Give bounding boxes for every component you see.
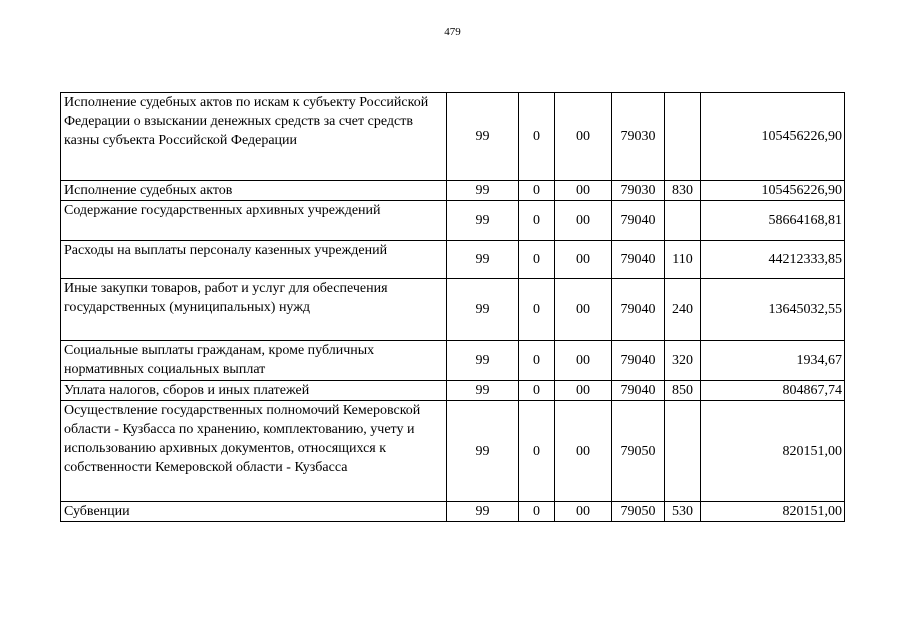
row-subsection: 0 (519, 279, 555, 341)
row-subsection: 0 (519, 201, 555, 241)
table-row (61, 381, 845, 401)
row-amount: 1934,67 (701, 341, 845, 381)
table-row (61, 279, 845, 341)
row-code: 79040 (612, 341, 665, 381)
row-name: Уплата налогов, сборов и иных платежей (61, 381, 447, 401)
row-name: Осуществление государственных полномочий Кемеровской области - Кузбасса по хранению, комплектованию, учету и использованию архивных документов, относящихся к собственности Кемеровской области - Кузбасса (61, 401, 447, 502)
row-amount: 58664168,81 (701, 201, 845, 241)
row-subsection: 0 (519, 341, 555, 381)
table-row (61, 93, 845, 181)
row-section: 99 (447, 502, 519, 522)
row-name: Иные закупки товаров, работ и услуг для обеспечения государственных (муниципальных) нужд (61, 279, 447, 341)
row-expense-type: 530 (665, 502, 701, 522)
row-expense-type: 240 (665, 279, 701, 341)
row-code: 79040 (612, 201, 665, 241)
table-row (61, 401, 845, 502)
row-expense-type: 830 (665, 181, 701, 201)
row-code: 79030 (612, 181, 665, 201)
row-amount: 105456226,90 (701, 93, 845, 181)
row-group: 00 (555, 241, 612, 279)
row-section: 99 (447, 93, 519, 181)
row-name: Субвенции (61, 502, 447, 522)
row-group: 00 (555, 381, 612, 401)
row-code: 79040 (612, 279, 665, 341)
table-row (61, 341, 845, 381)
row-amount: 820151,00 (701, 502, 845, 522)
row-section: 99 (447, 279, 519, 341)
row-amount: 105456226,90 (701, 181, 845, 201)
row-name: Исполнение судебных актов (61, 181, 447, 201)
page-number: 479 (444, 26, 461, 38)
table-row (61, 181, 845, 201)
row-subsection: 0 (519, 502, 555, 522)
row-section: 99 (447, 401, 519, 502)
table-row (61, 201, 845, 241)
row-section: 99 (447, 201, 519, 241)
row-name: Социальные выплаты гражданам, кроме публичных нормативных социальных выплат (61, 341, 447, 381)
row-subsection: 0 (519, 93, 555, 181)
row-subsection: 0 (519, 401, 555, 502)
row-amount: 820151,00 (701, 401, 845, 502)
row-code: 79040 (612, 241, 665, 279)
row-group: 00 (555, 93, 612, 181)
row-code: 79030 (612, 93, 665, 181)
row-group: 00 (555, 181, 612, 201)
row-code: 79050 (612, 401, 665, 502)
row-section: 99 (447, 241, 519, 279)
row-expense-type (665, 401, 701, 502)
row-subsection: 0 (519, 381, 555, 401)
row-name: Расходы на выплаты персоналу казенных учреждений (61, 241, 447, 279)
row-amount: 44212333,85 (701, 241, 845, 279)
row-expense-type: 110 (665, 241, 701, 279)
row-group: 00 (555, 401, 612, 502)
row-group: 00 (555, 279, 612, 341)
table-row (61, 502, 845, 522)
row-subsection: 0 (519, 241, 555, 279)
row-group: 00 (555, 341, 612, 381)
row-section: 99 (447, 181, 519, 201)
row-section: 99 (447, 381, 519, 401)
row-expense-type (665, 201, 701, 241)
row-section: 99 (447, 341, 519, 381)
row-subsection: 0 (519, 181, 555, 201)
row-name: Исполнение судебных актов по искам к субъекту Российской Федерации о взыскании денежных средств за счет средств казны субъекта Российской Федерации (61, 93, 447, 181)
row-amount: 804867,74 (701, 381, 845, 401)
row-code: 79050 (612, 502, 665, 522)
row-name: Содержание государственных архивных учреждений (61, 201, 447, 241)
row-expense-type: 850 (665, 381, 701, 401)
row-amount: 13645032,55 (701, 279, 845, 341)
row-group: 00 (555, 201, 612, 241)
table-row (61, 241, 845, 279)
row-expense-type: 320 (665, 341, 701, 381)
row-group: 00 (555, 502, 612, 522)
budget-table (60, 92, 845, 522)
row-code: 79040 (612, 381, 665, 401)
row-expense-type (665, 93, 701, 181)
